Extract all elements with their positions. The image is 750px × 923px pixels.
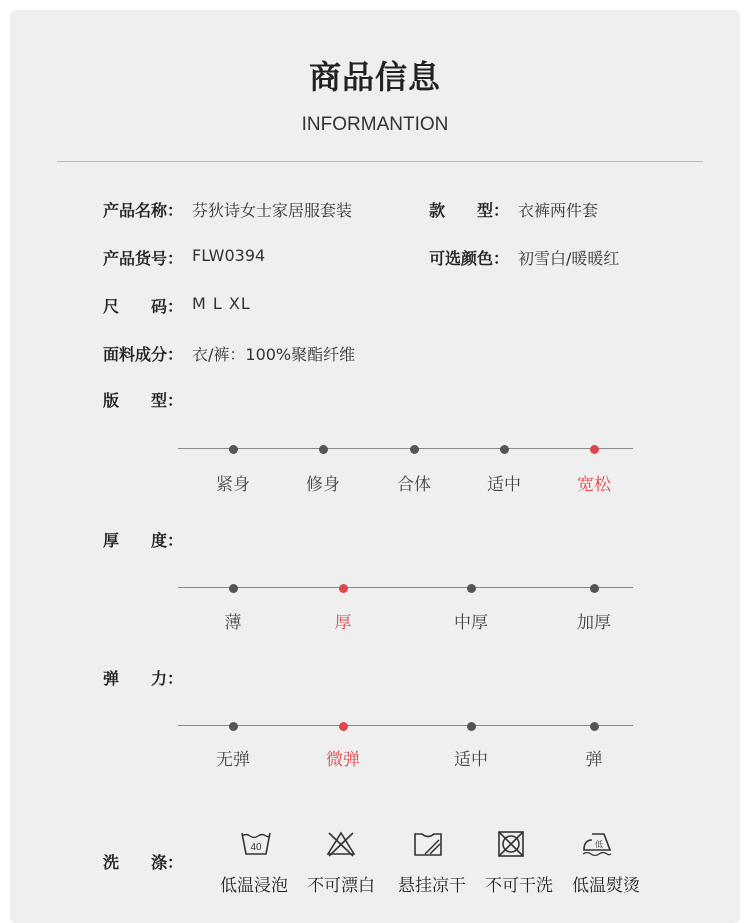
fit-dot: [319, 445, 328, 454]
thickness-label: 厚 度：: [103, 531, 184, 550]
fit-option-label: 紧身: [216, 475, 250, 495]
info-card: [10, 10, 740, 923]
elasticity-option-label: 无弹: [216, 750, 250, 770]
elasticity-scale-line: [178, 725, 633, 726]
color-label: 可选颜色：: [429, 249, 510, 268]
fit-label: 版 型：: [103, 391, 184, 410]
thickness-dot: [229, 584, 238, 593]
thickness-option-label: 加厚: [577, 613, 611, 633]
style-label: 款 型：: [429, 201, 510, 220]
fit-option-label: 合体: [397, 475, 431, 495]
fabric-value: 衣/裤：100%聚酯纤维: [192, 345, 356, 364]
wash-label-hang-dry: 悬挂凉干: [398, 876, 466, 896]
elasticity-dot: [467, 722, 476, 731]
wash-label-low-iron: 低温熨烫: [572, 876, 640, 896]
page-subtitle: INFORMANTION: [301, 114, 449, 135]
product-code-label: 产品货号：: [103, 249, 184, 268]
low-iron-icon-text: 低: [595, 840, 603, 849]
elasticity-option-label: 微弹: [326, 750, 360, 770]
thickness-dot-selected: [339, 584, 348, 593]
fit-dot: [229, 445, 238, 454]
elasticity-dot: [590, 722, 599, 731]
thickness-option-label: 厚: [334, 613, 352, 633]
wash-label-no-bleach: 不可漂白: [307, 876, 375, 896]
fit-option-label: 修身: [306, 475, 340, 495]
elasticity-dot: [229, 722, 238, 731]
no-bleach-icon: [326, 830, 356, 858]
elasticity-dot-selected: [339, 722, 348, 731]
size-label: 尺 码：: [103, 297, 184, 316]
fit-option-label: 适中: [487, 475, 521, 495]
fit-dot: [500, 445, 509, 454]
fit-dot-selected: [590, 445, 599, 454]
style-value: 衣裤两件套: [518, 201, 599, 220]
wash-40-icon-text: 40: [250, 842, 262, 853]
thickness-dot: [467, 584, 476, 593]
product-name-value: 芬狄诗女士家居服套装: [192, 201, 353, 220]
fit-scale-line: [178, 448, 633, 449]
wash-label-no-dry-clean: 不可干洗: [485, 876, 553, 896]
wash-label-soak: 低温浸泡: [220, 876, 288, 896]
no-dry-clean-icon: [496, 830, 526, 858]
fit-option-label: 宽松: [577, 475, 611, 495]
elasticity-label: 弹 力：: [103, 669, 184, 688]
page-title: 商品信息: [308, 58, 441, 96]
hang-dry-icon: [412, 830, 444, 858]
product-name-label: 产品名称：: [103, 201, 184, 220]
fit-dot: [410, 445, 419, 454]
wash-label: 洗 涤：: [103, 853, 184, 872]
low-iron-icon: [580, 830, 614, 858]
product-code-value: FLW0394: [192, 246, 266, 265]
color-value: 初雪白/暖暖红: [518, 249, 620, 268]
thickness-scale-line: [178, 587, 633, 588]
elasticity-option-label: 弹: [585, 750, 603, 770]
size-value: M L XL: [192, 294, 251, 313]
thickness-dot: [590, 584, 599, 593]
thickness-option-label: 中厚: [454, 613, 488, 633]
thickness-option-label: 薄: [224, 613, 242, 633]
elasticity-option-label: 适中: [454, 750, 488, 770]
wash-40-icon: [240, 830, 272, 858]
fabric-label: 面料成分：: [103, 345, 184, 364]
divider: [57, 161, 703, 162]
